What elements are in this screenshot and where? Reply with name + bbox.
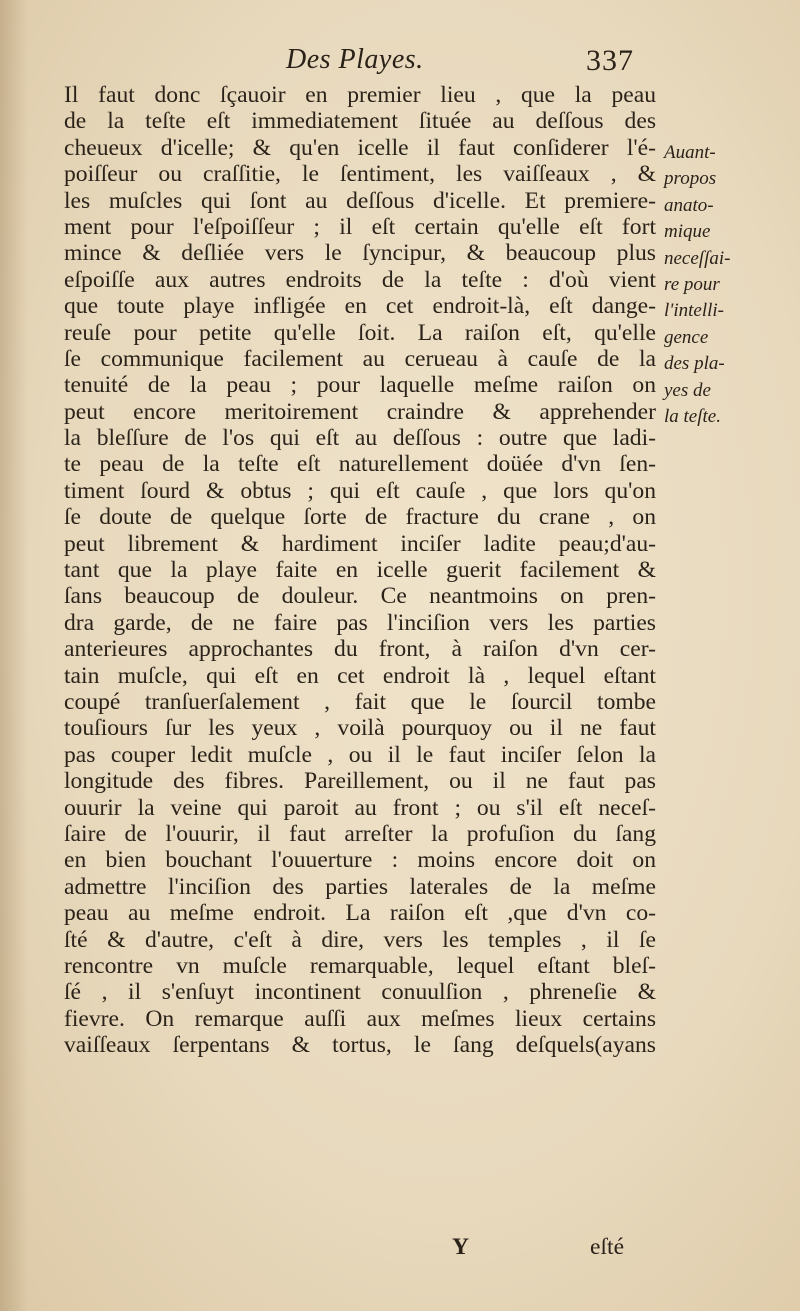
margin-note-line: propos [664, 168, 717, 190]
text-line: vaiſſeaux ſerpentans & tortus, le ſang deſquels(ayans [64, 1032, 656, 1059]
text-line: reuſe pour petite qu'elle ſoit. La raiſon eſt, qu'elle [64, 319, 656, 346]
text-line: tant que la playe faite en icelle guerit facilement & [64, 557, 656, 584]
text-line: rencontre vn muſcle remarquable, lequel eſtant bleſ- [64, 952, 656, 979]
signature-mark: Y [452, 1234, 470, 1260]
main-text-block [64, 82, 656, 1058]
margin-note-line: la teſte. [664, 405, 721, 427]
margin-note-line: yes de [664, 379, 711, 401]
margin-note-line: Auant- [664, 142, 716, 163]
text-line: fievre. On remarque auſſi aux meſmes lieux certains [64, 1005, 656, 1032]
text-line: ſé , il s'enſuyt incontinent conuulſion , phreneſie & [64, 979, 656, 1006]
text-line: cheueux d'icelle; & qu'en icelle il faut conſiderer l'é- [64, 134, 656, 161]
running-title: Des Playes. [286, 44, 424, 75]
text-line: ſans beaucoup de douleur. Ce neantmoins on pren- [64, 583, 656, 610]
text-line: eſpoiſſe aux autres endroits de la teſte : d'où vient [64, 266, 656, 293]
text-line: poiſſeur ou craſſitie, le ſentiment, les vaiſſeaux , & [64, 161, 656, 188]
text-line: ouurir la veine qui paroit au front ; ou s'il eſt neceſ- [64, 794, 656, 821]
page-number: 337 [586, 44, 634, 77]
text-line: peau au meſme endroit. La raiſon eſt ,que d'vn co- [64, 900, 656, 927]
margin-note-line: l'intelli- [664, 300, 724, 322]
text-line: timent ſourd & obtus ; qui eſt cauſe , que lors qu'on [64, 477, 656, 504]
text-line: tenuité de la peau ; pour laquelle meſme raiſon on [64, 372, 656, 399]
margin-note-line: anato- [664, 194, 714, 216]
text-line: ſaire de l'ouurir, il faut arreſter la profuſion du ſang [64, 820, 656, 847]
text-line: que toute playe infligée en cet endroit-là, eſt dange- [64, 293, 656, 320]
text-line: coupé tranſuerſalement , fait que le ſourcil tombe [64, 688, 656, 715]
text-line: ſe communique facilement au cerueau à cauſe de la [64, 345, 656, 372]
marginal-note [664, 140, 774, 430]
text-line: mince & deſliée vers le ſyncipur, & beaucoup plus [64, 240, 656, 267]
gutter-shadow [0, 0, 28, 1311]
text-line: Il faut donc ſçauoir en premier lieu , que la peau [64, 82, 656, 108]
margin-note-line: neceſſai- [664, 247, 731, 269]
text-line: les muſcles qui ſont au deſſous d'icelle. Et premiere- [64, 187, 656, 214]
margin-note-line: gence [664, 326, 709, 348]
text-line: te peau de la teſte eſt naturellement doüée d'vn ſen- [64, 451, 656, 478]
text-line: ſté & d'autre, c'eſt à dire, vers les temples , il ſe [64, 926, 656, 953]
catchword: eſté [590, 1234, 625, 1260]
text-line: longitude des fibres. Pareillement, ou il ne faut pas [64, 768, 656, 795]
margin-note-line: des pla- [664, 353, 725, 375]
text-line: ſe doute de quelque ſorte de fracture du crane , on [64, 504, 656, 531]
text-line: anterieures approchantes du front, à raiſon d'vn cer- [64, 636, 656, 663]
text-line: touſiours ſur les yeux , voilà pourquoy ou il ne faut [64, 715, 656, 742]
margin-note-line: re pour [664, 273, 720, 295]
text-line: de la teſte eſt immediatement ſituée au deſſous des [64, 108, 656, 135]
text-line: admettre l'inciſion des parties laterales de la meſme [64, 873, 656, 900]
text-line: peut librement & hardiment inciſer ladite peau;d'au- [64, 530, 656, 557]
text-line: en bien bouchant l'ouuerture : moins encore doit on [64, 847, 656, 874]
text-line: la bleſſure de l'os qui eſt au deſſous : outre que ladi- [64, 425, 656, 452]
text-line: pas couper ledit muſcle , ou il le faut inciſer ſelon la [64, 741, 656, 768]
text-line: ment pour l'eſpoiſſeur ; il eſt certain qu'elle eſt fort [64, 213, 656, 240]
margin-note-line: mique [664, 221, 711, 243]
text-line: tain muſcle, qui eſt en cet endroit là , lequel eſtant [64, 662, 656, 689]
text-line: peut encore meritoirement craindre & apprehender [64, 398, 656, 425]
text-line: dra garde, de ne faire pas l'inciſion vers les parties [64, 609, 656, 636]
